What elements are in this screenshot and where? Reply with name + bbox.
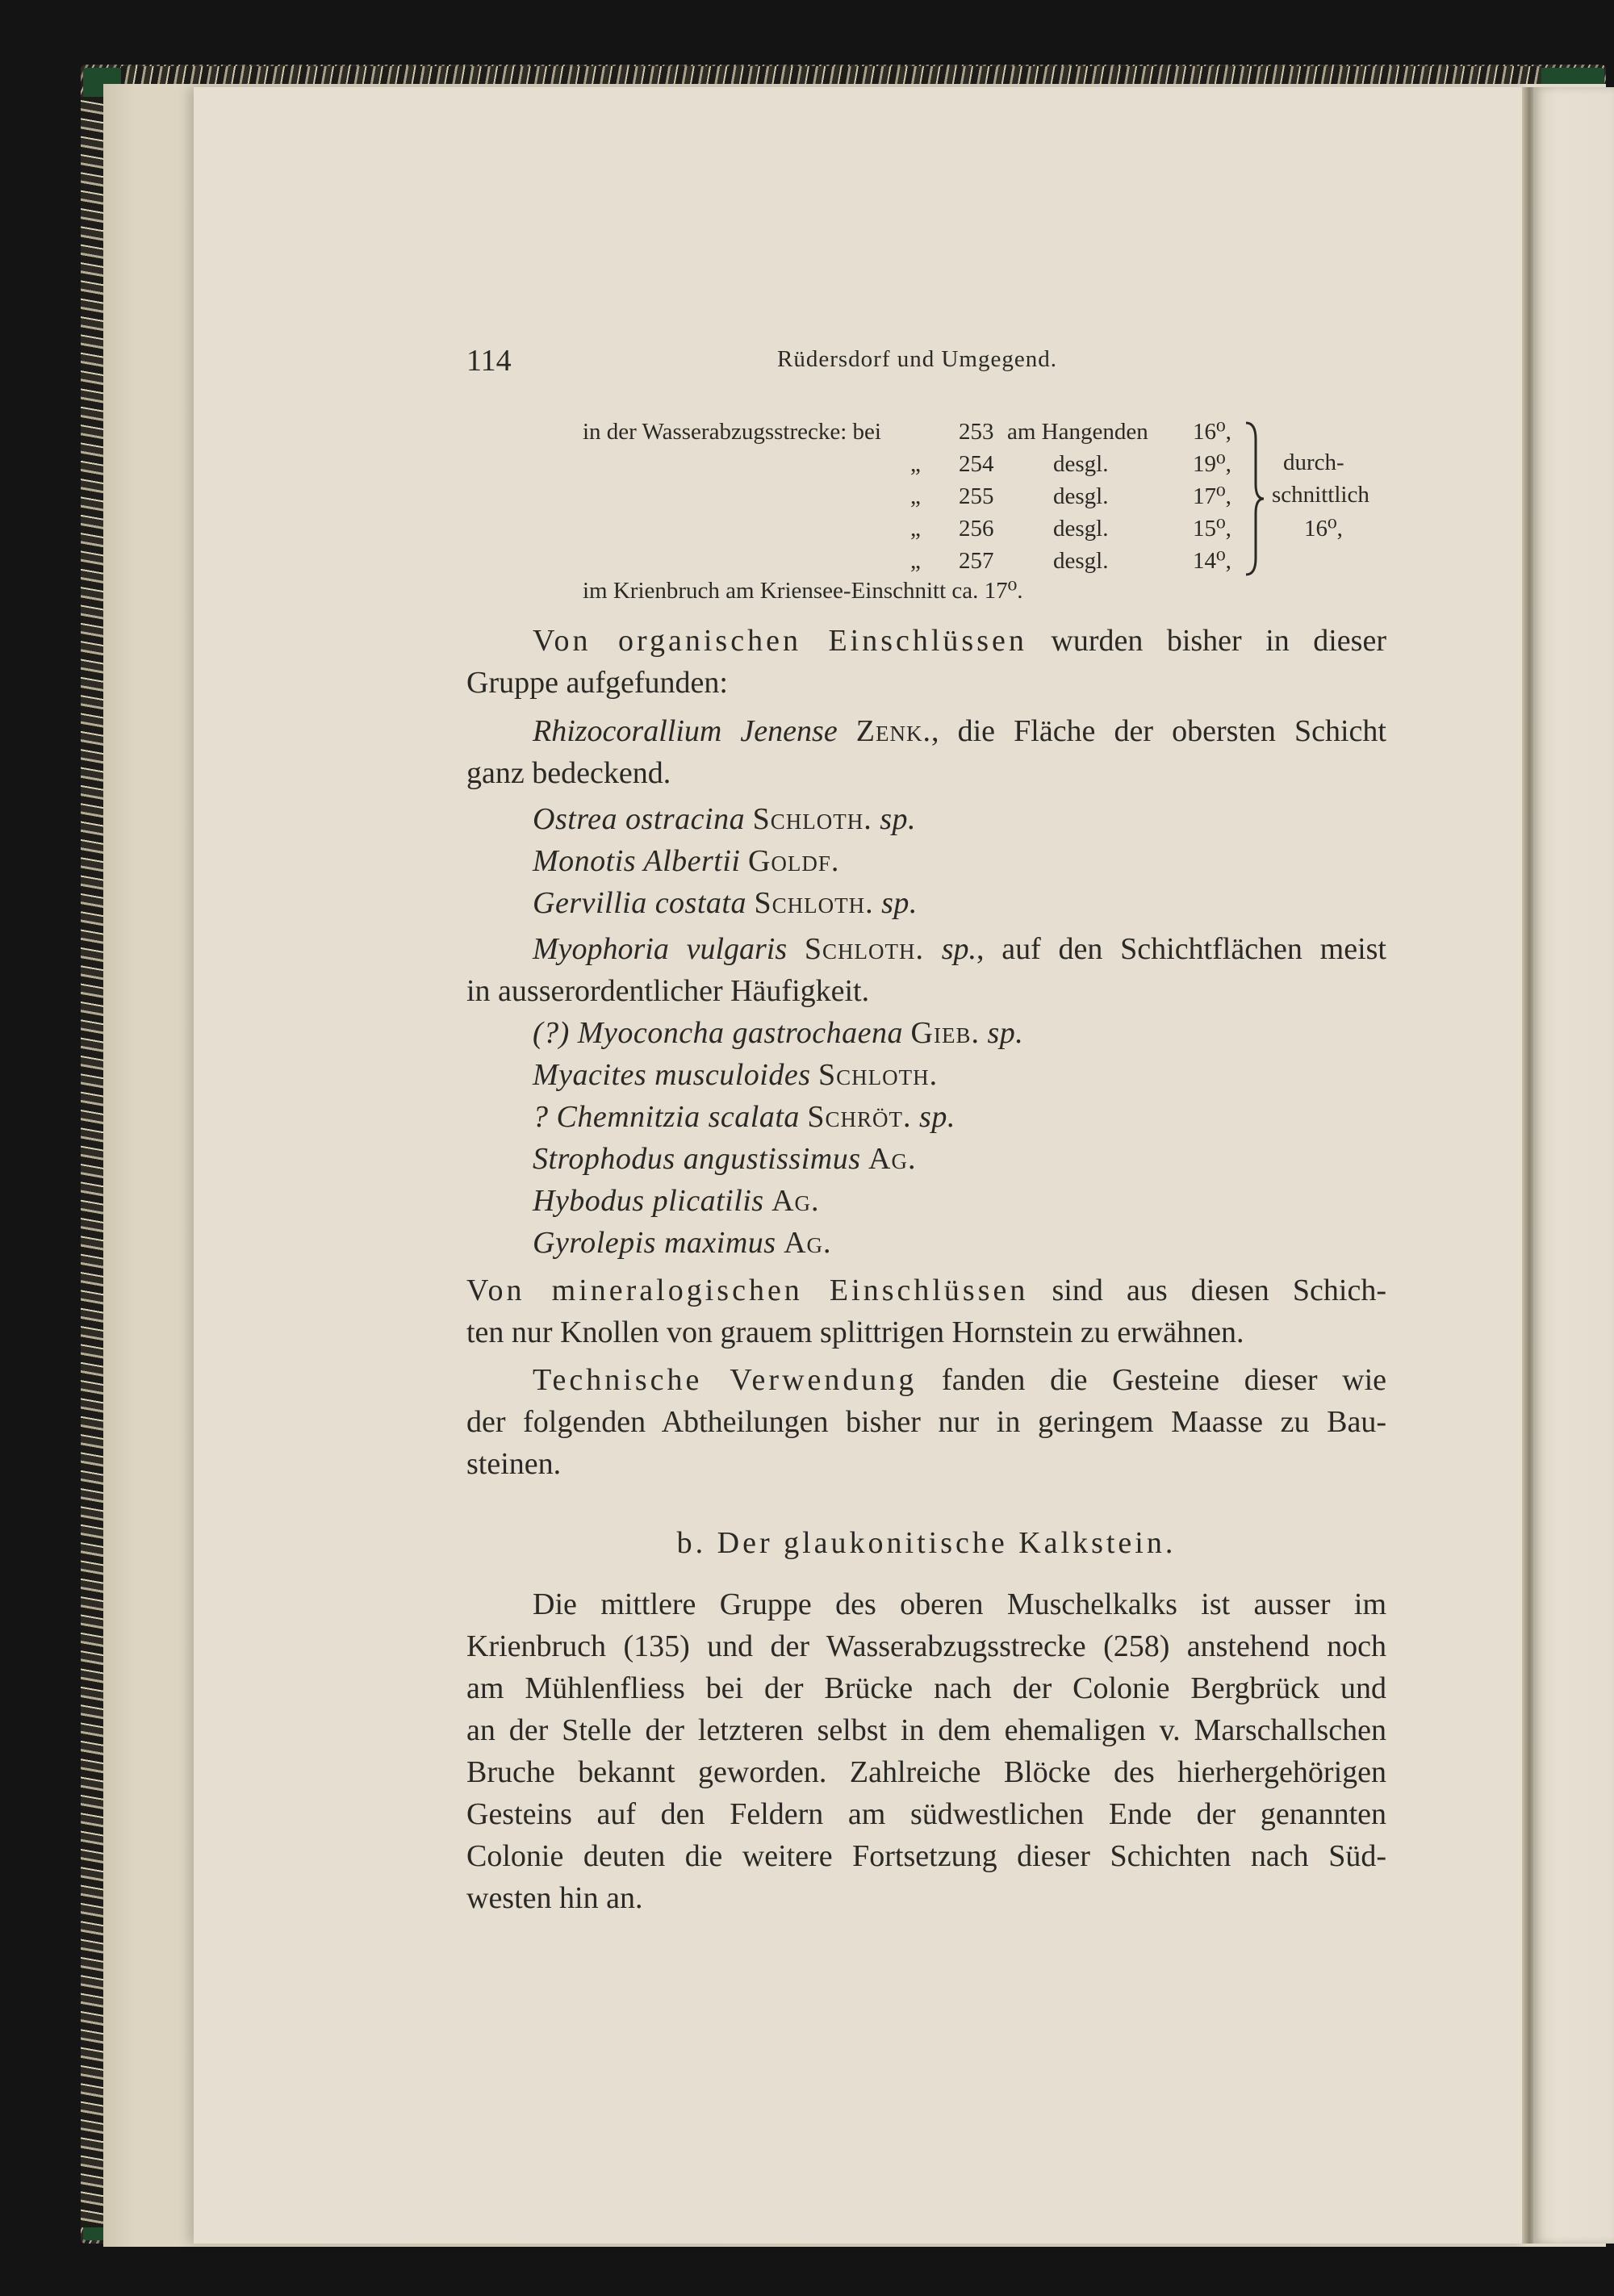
text-run: fanden die Gesteine dieser wie	[917, 1363, 1386, 1397]
species-name: Monotis Albertii	[533, 844, 741, 878]
table-cell-position: desgl.	[1053, 516, 1109, 542]
table-cell-temp: 17⁰,	[1193, 483, 1231, 509]
author-name: Schloth.	[754, 886, 874, 920]
species-suffix: sp.	[919, 1100, 955, 1134]
species-suffix: sp.	[880, 802, 917, 836]
species-name: ? Chemnitzia scalata	[533, 1100, 800, 1134]
section-heading: b. Der glaukonitische Kalkstein.	[676, 1526, 1177, 1560]
fossil-list-item	[533, 882, 918, 924]
table-cell-ditto: „	[910, 483, 921, 509]
text-run: sind aus diesen Schich-	[1028, 1273, 1387, 1307]
table-cell-position: am Hangenden	[1007, 419, 1148, 445]
fossil-list-item	[533, 1054, 938, 1096]
text-line: ten nur Knollen von grauem splittrigen Hornstein zu erwähnen.	[466, 1315, 1244, 1349]
table-cell-temp: 16⁰,	[1193, 419, 1231, 445]
text-line: am Mühlenfliess bei der Brücke nach der Colonie Bergbrück und	[466, 1671, 1386, 1705]
text-line: in ausserordentlicher Häufigkeit.	[466, 974, 870, 1008]
fossil-list-item	[533, 1180, 820, 1222]
species-suffix: sp.	[941, 932, 977, 966]
species-name: Rhizocorallium Jenense	[533, 714, 838, 748]
page-header	[466, 343, 1386, 391]
table-cell-ditto: „	[910, 451, 921, 477]
species-suffix: sp.	[987, 1016, 1024, 1050]
text-run: , die Fläche der obersten Schicht	[931, 714, 1386, 748]
author-name: Goldf.	[747, 844, 840, 878]
brace-label-line3: 16⁰,	[1304, 516, 1343, 542]
author-name: Ag.	[784, 1226, 832, 1260]
table-cell-ditto: „	[910, 516, 921, 542]
spaced-emphasis: Von organischen Einschlüssen	[533, 624, 1027, 658]
table-cell-temp: 15⁰,	[1193, 516, 1231, 542]
spaced-emphasis: Technische Verwendung	[533, 1363, 918, 1397]
myophoria-paragraph	[466, 928, 1386, 1012]
species-name: Myacites musculoides	[533, 1058, 811, 1092]
author-name: Zenk.	[855, 714, 931, 748]
author-name: Ag.	[868, 1142, 917, 1176]
table-cell-number: 256	[959, 516, 994, 542]
right-brace-icon	[1243, 420, 1267, 578]
text-line: an der Stelle der letzteren selbst in dem ehemaligen v. Marschallschen	[466, 1713, 1386, 1747]
kriensee-line: im Krienbruch am Kriensee-Einschnitt ca. 17⁰.	[583, 578, 1023, 604]
brace-label-line1: durch-	[1283, 450, 1344, 475]
text-line: steinen.	[466, 1447, 562, 1481]
glauconitic-paragraph	[466, 1583, 1386, 1919]
text-line: der folgenden Abtheilungen bisher nur in geringem Maasse zu Bau-	[466, 1405, 1386, 1439]
text-line: Krienbruch (135) und der Wasserabzugsstrecke (258) anstehend noch	[466, 1629, 1386, 1663]
table-cell-number: 257	[959, 548, 994, 574]
table-cell-number: 254	[959, 451, 994, 477]
table-cell-temp: 14⁰,	[1193, 548, 1231, 574]
text-line: Bruche bekannt geworden. Zahlreiche Blöcke des hierhergehörigen	[466, 1755, 1386, 1789]
table-cell-number: 253	[959, 419, 994, 445]
page-number: 114	[466, 344, 512, 378]
table-cell-position: desgl.	[1053, 548, 1109, 574]
fossil-list-item	[533, 1012, 1023, 1054]
author-name: Schröt.	[807, 1100, 912, 1134]
brace-label-line2: schnittlich	[1272, 482, 1369, 508]
species-name: Gervillia costata	[533, 886, 746, 920]
technical-paragraph	[466, 1359, 1386, 1485]
author-name: Schloth.	[818, 1058, 939, 1092]
author-name: Schloth.	[752, 802, 872, 836]
text-line: Colonie deuten die weitere Fortsetzung dieser Schichten nach Süd-	[466, 1839, 1386, 1873]
species-name: Ostrea ostracina	[533, 802, 746, 836]
text-line: ganz bedeckend.	[466, 756, 671, 790]
species-name: (?) Myoconcha gastrochaena	[533, 1016, 904, 1050]
author-name: Ag.	[771, 1184, 820, 1218]
table-cell-position: desgl.	[1053, 451, 1109, 477]
text-line: Die mittlere Gruppe des oberen Muschelkalks ist ausser im	[533, 1587, 1386, 1621]
text-line: Gesteins auf den Feldern am südwestlichen Ende der genannten	[466, 1797, 1386, 1831]
fossil-list-item	[533, 1096, 955, 1138]
fossil-list-item	[533, 1138, 916, 1180]
species-name: Myophoria vulgaris	[533, 932, 788, 966]
species-name: Strophodus angustissimus	[533, 1142, 861, 1176]
running-title: Rüdersdorf und Umgegend.	[777, 346, 1057, 372]
fossil-list-item	[533, 1222, 832, 1264]
facing-page	[1533, 87, 1614, 2244]
table-cell-temp: 19⁰,	[1193, 451, 1231, 477]
fossil-list-item	[533, 840, 839, 882]
table-cell-ditto: „	[910, 548, 921, 574]
table-cell-number: 255	[959, 483, 994, 509]
text-line: Gruppe aufgefunden:	[466, 666, 728, 700]
text-run: , auf den Schichtflächen meist	[976, 932, 1386, 966]
author-name: Gieb.	[910, 1016, 980, 1050]
species-name: Gyrolepis maximus	[533, 1226, 776, 1260]
spaced-emphasis: Von mineralogischen Einschlüssen	[466, 1273, 1029, 1307]
mineral-paragraph	[466, 1269, 1386, 1353]
fossil-list-item	[533, 798, 916, 840]
rhizocorallium-paragraph	[466, 710, 1386, 794]
table-cell-position: desgl.	[1053, 483, 1109, 509]
species-name: Hybodus plicatilis	[533, 1184, 764, 1218]
author-name: Schloth.	[804, 932, 925, 966]
text-run: wurden bisher in dieser	[1027, 624, 1386, 658]
table-cell-location: in der Wasserabzugsstrecke: bei	[583, 419, 881, 445]
organic-intro-paragraph	[466, 620, 1386, 704]
species-suffix: sp.	[881, 886, 918, 920]
text-line: westen hin an.	[466, 1881, 643, 1915]
